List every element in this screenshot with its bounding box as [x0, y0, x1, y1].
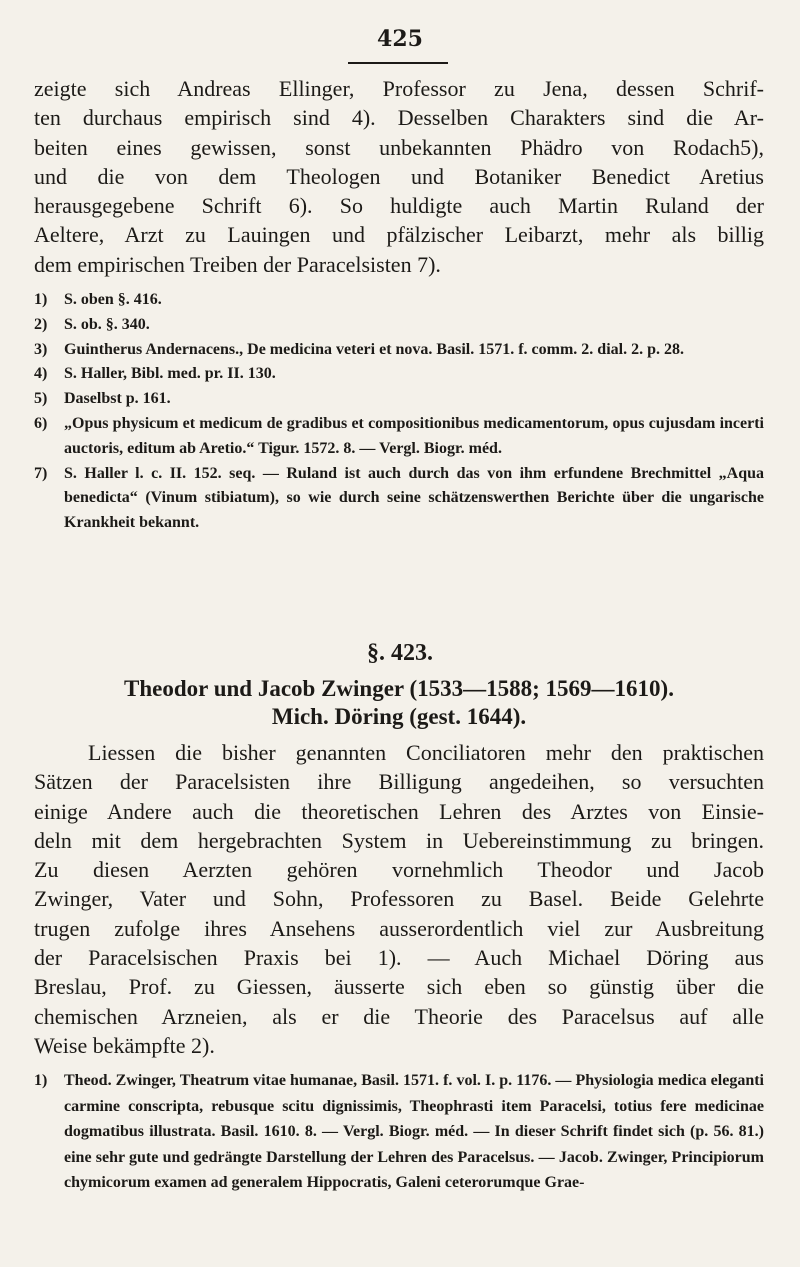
- footnote-text: S. oben §. 416.: [64, 291, 162, 308]
- footnote-text: S. Haller, Bibl. med. pr. II. 130.: [64, 365, 276, 383]
- footnote-text: „Opus physicum et medicum de gradibus et compositionibus medicamentorum, opus cujusdam incerti auctoris, editum ab Aretio.“ Tigur. 1572. 8. — Vergl. Biogr. méd.: [64, 414, 764, 457]
- footnote-text: S. ob. §. 340.: [64, 315, 150, 333]
- footnote-number: 5): [34, 390, 48, 408]
- section-number: §. 423.: [367, 640, 433, 666]
- page-number: 425: [377, 26, 423, 52]
- footnote-text: Guintherus Andernacens., De medicina veteri et nova. Basil. 1571. f. comm. 2. dial. 2. p. 28.: [64, 340, 684, 358]
- footnote-number: 1): [34, 1072, 48, 1089]
- text-line: ten durchaus empirisch sind 4). Desselben Charakters sind die Ar-: [34, 105, 764, 131]
- footnote: [34, 288, 764, 313]
- text-line: der Paracelsischen Praxis bei 1). — Auch Michael Döring aus: [34, 945, 764, 971]
- footnote-number: 1): [34, 291, 48, 308]
- text-line: Breslau, Prof. zu Giessen, äusserte sich eben so günstig über die: [34, 974, 764, 1000]
- text-line: beiten eines gewissen, sonst unbekannten Phädro von Rodach5),: [34, 134, 764, 160]
- text-line: Zu diesen Aerzten gehören vornehmlich Theodor und Jacob: [34, 857, 764, 883]
- footnote-text: S. Haller l. c. II. 152. seq. — Ruland ist auch durch das von ihm erfundene Brechmittel „Aqua benedicta“ (Vinum stibiatum), so wie durch seine schätzenswerthen Berichte über die ungarische Krankheit bekannt.: [64, 464, 764, 532]
- section-heading: Theodor und Jacob Zwinger (1533—1588; 1569—1610).: [124, 676, 674, 701]
- text-line: Aeltere, Arzt zu Lauingen und pfälzischer Leibarzt, mehr als billig: [34, 222, 764, 248]
- text-line: herausgegebene Schrift 6). So huldigte auch Martin Ruland der: [34, 193, 764, 219]
- footnote-text: Theod. Zwinger, Theatrum vitae humanae, Basil. 1571. f. vol. I. p. 1176. — Physiologia medica eleganti carmine conscripta, rebusque scitu dignissimis, Theophrasti item Paracelsi, totius fere medicinae dogmatibus illustrata. Basil. 1610. 8. — Vergl. Biogr. méd. — In dieser Schrift findet sich (p. 56. 81.) eine sehr gute und gedrängte Darstellung der Lehren des Paracelsus. — Jacob. Zwinger, Principiorum chymicorum examen ad generalem Hippocratis, Galeni ceterorumque Grae-: [64, 1072, 764, 1191]
- upper-footnotes: [34, 288, 764, 536]
- text-line: Zwinger, Vater und Sohn, Professoren zu Basel. Beide Gelehrte: [34, 886, 764, 912]
- footnote-number: 2): [34, 315, 48, 333]
- footnote-number: 7): [34, 464, 48, 482]
- footnote: [34, 462, 764, 536]
- footnote-number: 6): [34, 414, 48, 432]
- upper-paragraph: [34, 74, 764, 279]
- footnote-number: 4): [34, 365, 48, 383]
- text-line: Liessen die bisher genannten Conciliatoren mehr den praktischen: [88, 740, 764, 765]
- text-line: und die von dem Theologen und Botaniker Benedict Aretius: [34, 163, 764, 189]
- text-line: einige Andere auch die theoretischen Lehren des Arztes von Einsie-: [34, 798, 764, 824]
- footnote: [34, 338, 764, 363]
- text-line: deln mit dem hergebrachten System in Uebereinstimmung zu bringen.: [34, 827, 764, 853]
- footnote: [34, 1068, 764, 1196]
- text-line: chemischen Arzneien, als er die Theorie des Paracelsus auf alle: [34, 1003, 764, 1029]
- text-line: zeigte sich Andreas Ellinger, Professor zu Jena, dessen Schrif-: [34, 76, 764, 101]
- text-line: Weise bekämpfte 2).: [34, 1032, 215, 1058]
- text-line: trugen zufolge ihres Ansehens ausserordentlich viel zur Ausbreitung: [34, 915, 764, 941]
- lower-paragraph: [34, 738, 764, 1060]
- section-subheading: Mich. Döring (gest. 1644).: [271, 704, 527, 729]
- text-line: Sätzen der Paracelsisten ihre Billigung angedeihen, so versuchten: [34, 769, 764, 795]
- footnote: [34, 412, 764, 462]
- footnote: [34, 387, 764, 412]
- text-line: dem empirischen Treiben der Paracelsisten 7).: [34, 251, 441, 277]
- footnote-number: 3): [34, 340, 48, 358]
- page-number-rule: [348, 62, 448, 64]
- footnote: [34, 362, 764, 387]
- footnote: [34, 313, 764, 338]
- lower-footnotes: [34, 1068, 764, 1196]
- footnote-text: Daselbst p. 161.: [64, 390, 171, 408]
